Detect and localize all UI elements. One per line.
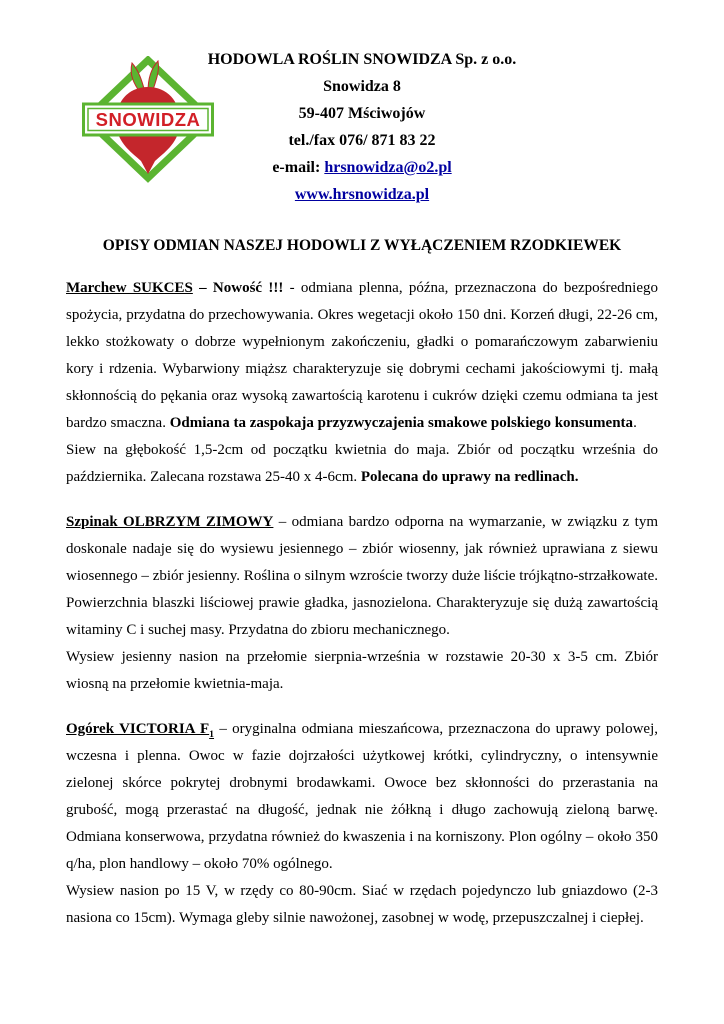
paragraph-szpinak-olbrzym-zimowy — [66, 509, 658, 644]
paragraph-ogorek-victoria — [66, 716, 658, 878]
paragraph-ogorek-wysiew — [66, 878, 658, 932]
logo-text: SNOWIDZA — [95, 109, 201, 130]
paragraph-marchew-sukces — [66, 275, 658, 437]
text-run: Wysiew nasion po 15 V, w rzędy co 80-90cm. Siać w rzędach pojedynczo lub gniazdowo (2-3 nasiona co 15cm). Wymaga gleby silnie nawożonej, zasobnej w wodę, przepuszczalnej i ciepłej. — [66, 883, 658, 926]
text-run: – Nowość !!! — [192, 280, 284, 296]
company-name: HODOWLA ROŚLIN SNOWIDZA Sp. z o.o. — [207, 51, 517, 68]
text-run: Szpinak OLBRZYM ZIMOWY — [66, 514, 274, 530]
text-run: Odmiana ta zaspokaja przyzwyczajenia smakowe polskiego konsumenta — [169, 415, 634, 431]
text-run: . — [633, 415, 637, 431]
text-run: – odmiana bardzo odporna na wymarzanie, w związku z tym doskonale nadaje się do wysiewu jesiennego – zbiór wiosenny, jak również uprawiana z siewu wiosennego – zbiór jesienny. Roślina o silnym wzroście tworzy duże liście trójkątno-strzałkowate. Powierzchnia blaszki liściowej prawie gładka, jasnozielona. Charakteryzuje się dużą zawartością witaminy C i suchej masy. Przydatna do zbioru mechanicznego. — [66, 514, 658, 638]
text-run: Wysiew jesienny nasion na przełomie sierpnia-września w rozstawie 20-30 x 3-5 cm. Zbiór wiosną na przełomie kwietnia-maja. — [66, 649, 658, 692]
text-run: Ogórek VICTORIA F — [66, 721, 210, 737]
company-address-city: 59-407 Mściwojów — [298, 105, 426, 122]
document-title: OPISY ODMIAN NASZEJ HODOWLI Z WYŁĄCZENIEM RZODKIEWEK — [102, 237, 622, 254]
paragraph-szpinak-wysiew — [66, 644, 658, 698]
document-content — [0, 232, 724, 932]
company-logo — [82, 56, 214, 188]
company-phone: tel./fax 076/ 871 83 22 — [288, 132, 436, 149]
text-run: – oryginalna odmiana mieszańcowa, przeznaczona do uprawy polowej, wczesna i plenna. Owoc w fazie dojrzałości użytkowej krótki, cylindryczny, o intensywnie zielonej skórce pokrytej drobnymi brodawkami. Owoce bez skłonności do przerastania na grubość, mogą przerastać na długość, jednak nie żółkną i długo zachowują zieloną barwę. Odmiana konserwowa, przydatna również do kwaszenia i na korniszony. Plon ogólny – około 350 q/ha, plon handlowy – około 70% ogólnego. — [66, 721, 659, 872]
text-run: - odmiana plenna, późna, przeznaczona do bezpośredniego spożycia, przydatna do przechowywania. Okres wegetacji około 150 dni. Korzeń długi, 22-26 cm, lekko stożkowaty o dobrze wypełnionym zakończeniu, gładki o pomarańczowym zabarwieniu kory i rdzenia. Wybarwiony miąższ charakteryzuje się dobrymi cechami jakościowymi tj. małą skłonnością do pękania oraz wysoką zawartością karotenu i cukrów dzięki czemu odmiana ta jest bardzo smaczna. — [66, 280, 658, 431]
text-run: Marchew SUKCES — [66, 280, 193, 296]
text-run: Siew na głębokość 1,5-2cm od początku kwietnia do maja. Zbiór od początku września do października. Zalecana rozstawa 25-40 x 4-6cm. — [66, 442, 658, 485]
text-run: 1 — [209, 729, 215, 740]
email-label: e-mail: — [272, 159, 325, 176]
snowidza-logo-icon — [82, 56, 214, 188]
paragraph-marchew-siew — [66, 437, 658, 491]
website-link[interactable]: www.hrsnowidza.pl — [294, 186, 430, 203]
email-link[interactable]: hrsnowidza@o2.pl — [324, 159, 452, 176]
company-address-street: Snowidza 8 — [323, 78, 401, 95]
text-run: Polecana do uprawy na redlinach. — [360, 469, 579, 485]
document-body — [66, 275, 658, 932]
